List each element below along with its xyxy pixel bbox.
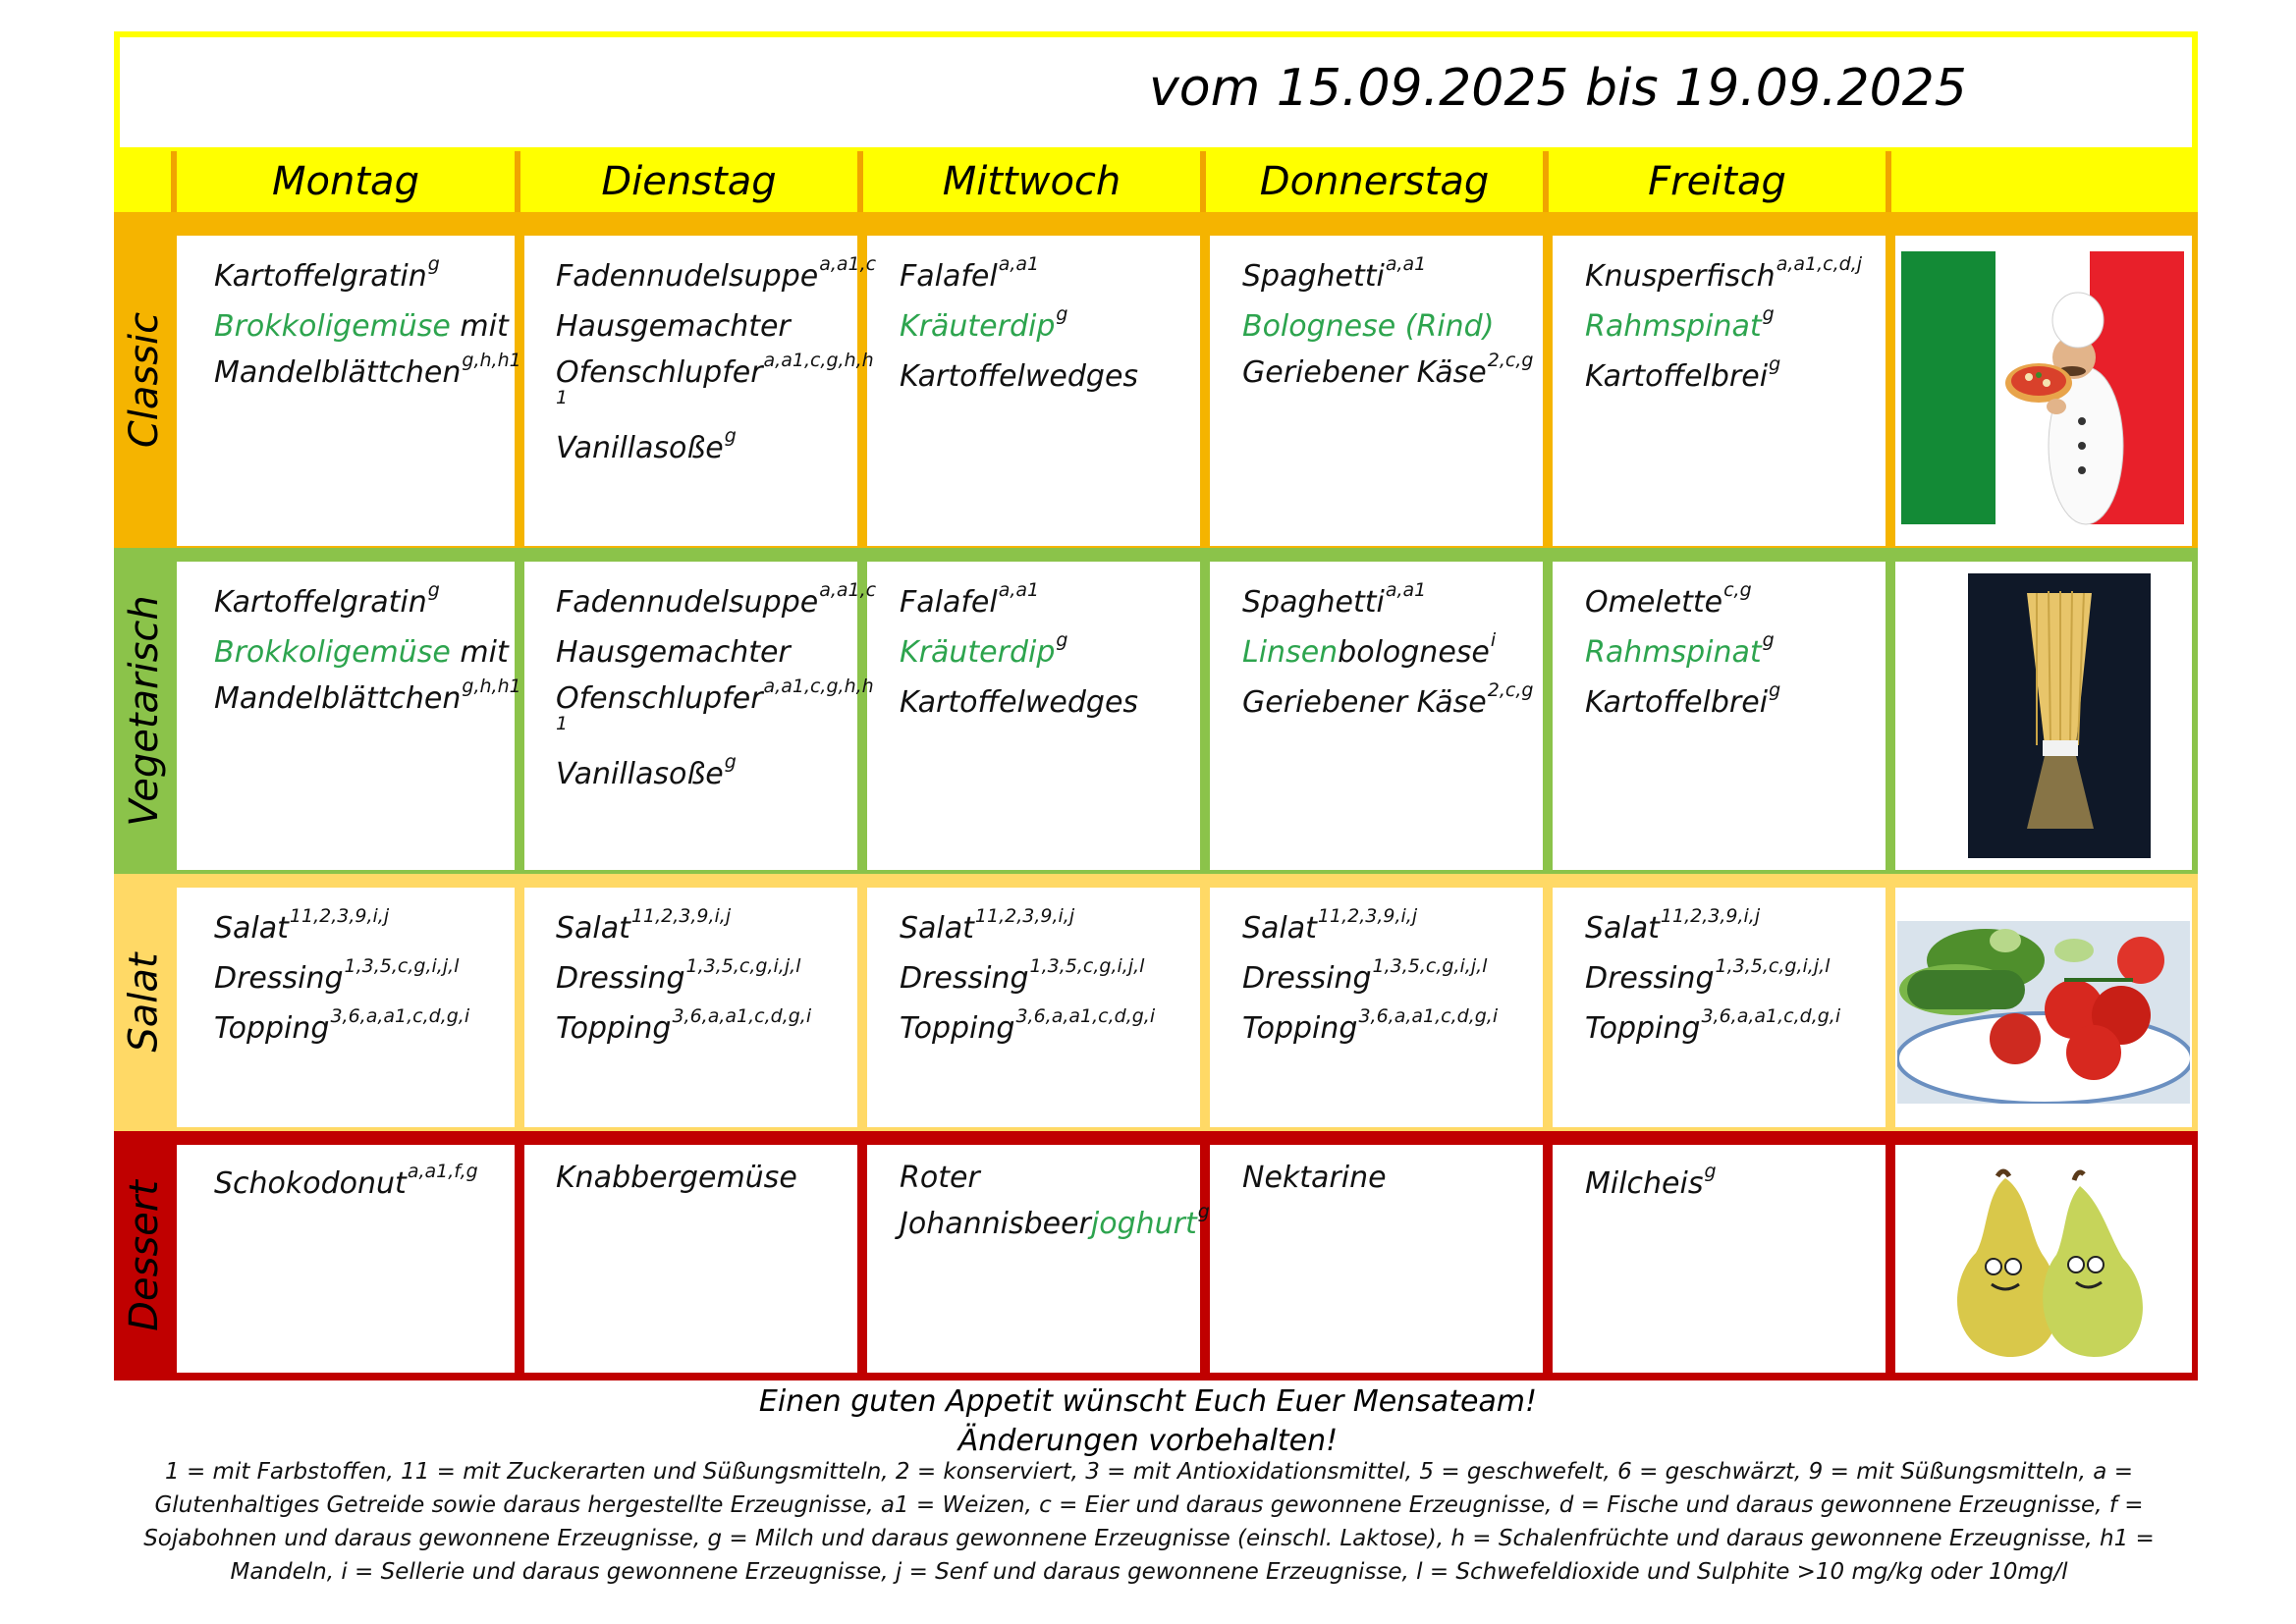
dish-salat-thu: Salat$^{11,2,3,9,i,j}$ Dressing$^{1,3,5,c,g,i,j,l}$ Topping$^{3,6,a,a1,c,d,g,i}$ [1242, 905, 1499, 1046]
day-monday: Montag [272, 159, 419, 204]
allergen-legend: 1 = mit Farbstoffen, 11 = mit Zuckerarten und Süßungsmitteln, 2 = konserviert, 3 = mit Antioxidationsmittel, 5 = geschwefelt, 6 = geschwärzt, 9 = mit Süßungsmitteln, a = Glutenhaltiges Getreide sowie daraus hergestellte Erzeugnisse, a1 = Weizen, c = Eier und daraus gewonnene Erzeugnisse, d = Fische und daraus gewonnene Erzeugnisse, f = Sojabohnen und daraus gewonnene Erzeugnisse, g = Milch und daraus gewonnene Erzeugnisse (einschl. Laktose), h = Schalenfrüchte und daraus gewonnene Erzeugnisse, h1 = Mandeln, i = Sellerie und daraus gewonnene Erzeugnisse, j = Senf und daraus gewonnene Erzeugnisse, l = Schwefeldioxide und Sulphite >10 mg/kg oder 10mg/l [143, 1459, 2155, 1585]
dish-classic-thu: Spaghetti$^{a,a1}$ Bolognese (Rind) Geriebener Käse$^{2,c,g}$ [1242, 253, 1534, 390]
dish-veg-mon: Kartoffelgratin$^g$ Brokkoligemüse mit Mandelblättchen$^{g,h,h1}$ [214, 579, 521, 716]
day-wednesday: Mittwoch [942, 159, 1121, 204]
dish-veg-wed: Falafel$^{a,a1}$ Kräuterdip$^g$ Kartoffelwedges [900, 579, 1139, 720]
pears-icon [1927, 1164, 2166, 1365]
page-title: vom 15.09.2025 bis 19.09.2025 [1149, 59, 1967, 118]
dish-dessert-fri: Milcheis$^g$ [1585, 1161, 1717, 1201]
category-label-classic: Classic [122, 311, 167, 449]
dish-salat-fri: Salat$^{11,2,3,9,i,j}$ Dressing$^{1,3,5,c,g,i,j,l}$ Topping$^{3,6,a,a1,c,d,g,i}$ [1585, 905, 1841, 1046]
dish-veg-tue: Fadennudelsuppe$^{a,a1,c}$ Hausgemachter Ofenschlupfer$^{a,a1,c,g,h,h}$ 1 Vanillasoße$^g$ [556, 579, 877, 791]
dish-classic-wed: Falafel$^{a,a1}$ Kräuterdip$^g$ Kartoffelwedges [900, 253, 1139, 394]
dish-veg-fri: Omelette$^{c,g}$ Rahmspinat$^g$ Kartoffelbrei$^g$ [1585, 579, 1781, 720]
dish-classic-tue: Fadennudelsuppe$^{a,a1,c}$ Hausgemachter Ofenschlupfer$^{a,a1,c,g,h,h}$ 1 Vanillasoße$^g$ [556, 253, 877, 465]
dish-salat-wed: Salat$^{11,2,3,9,i,j}$ Dressing$^{1,3,5,c,g,i,j,l}$ Topping$^{3,6,a,a1,c,d,g,i}$ [900, 905, 1156, 1046]
category-label-dessert: Dessert [122, 1180, 168, 1331]
dish-dessert-wed: Roter Johannisbeerjoghurt$^g$ [900, 1161, 1210, 1241]
italian-chef-icon [1899, 249, 2188, 526]
salad-bowl-icon [1897, 921, 2190, 1104]
header-divider [1886, 151, 1891, 212]
footer-greeting: Einen guten Appetit wünscht Euch Euer Mensateam! [758, 1384, 1538, 1419]
dish-salat-mon: Salat$^{11,2,3,9,i,j}$ Dressing$^{1,3,5,c,g,i,j,l}$ Topping$^{3,6,a,a1,c,d,g,i}$ [214, 905, 470, 1046]
category-label-vegetarisch: Vegetarisch [122, 595, 168, 827]
day-friday: Freitag [1648, 159, 1786, 204]
dish-dessert-mon: Schokodonut$^{a,a1,f,g}$ [214, 1161, 478, 1201]
category-label-salat: Salat [122, 952, 167, 1053]
dish-dessert-thu: Nektarine [1242, 1161, 1387, 1195]
day-tuesday: Dienstag [601, 159, 777, 204]
day-thursday: Donnerstag [1259, 159, 1490, 204]
dish-salat-tue: Salat$^{11,2,3,9,i,j}$ Dressing$^{1,3,5,c,g,i,j,l}$ Topping$^{3,6,a,a1,c,d,g,i}$ [556, 905, 812, 1046]
dish-dessert-tue: Knabbergemüse [556, 1161, 797, 1195]
dish-classic-mon: Kartoffelgratin$^g$ Brokkoligemüse mit Mandelblättchen$^{g,h,h1}$ [214, 253, 521, 390]
dish-veg-thu: Spaghetti$^{a,a1}$ Linsenbolognese$^i$ Geriebener Käse$^{2,c,g}$ [1242, 579, 1534, 720]
footer-note: Änderungen vorbehalten! [957, 1424, 1339, 1458]
spaghetti-bundle-icon [1968, 573, 2151, 858]
dish-classic-fri: Knusperfisch$^{a,a1,c,d,j}$ Rahmspinat$^g$ Kartoffelbrei$^g$ [1585, 253, 1863, 394]
